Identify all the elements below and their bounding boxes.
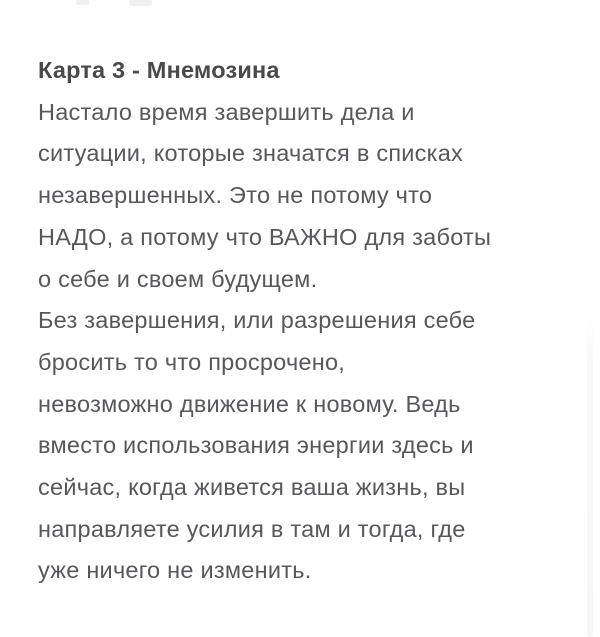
body-line: ситуации, которые значатся в списках bbox=[38, 140, 464, 167]
body-line: направляете усилия в там и тогда, где bbox=[38, 515, 466, 542]
body-line: незавершенных. Это не потому что bbox=[38, 182, 433, 209]
body-line: Настало время завершить дела и bbox=[38, 98, 415, 125]
body-line: вместо использования энергии здесь и bbox=[38, 432, 474, 459]
card-title: Карта 3 - Мнемозина bbox=[38, 57, 280, 83]
body-line: о себе и своем будущем. bbox=[38, 265, 318, 292]
page-edge-shadow bbox=[587, 318, 593, 637]
cutoff-text-fragment bbox=[129, 0, 152, 6]
card-text-block bbox=[38, 50, 572, 592]
body-line: бросить то что просрочено, bbox=[38, 348, 346, 375]
body-line: Без завершения, или разрешения себе bbox=[38, 307, 476, 334]
body-line: уже ничего не изменить. bbox=[38, 557, 312, 584]
body-line: сейчас, когда живется ваша жизнь, вы bbox=[38, 474, 466, 501]
cutoff-text-fragment bbox=[76, 0, 89, 5]
body-line: невозможно движение к новому. Ведь bbox=[38, 390, 461, 417]
body-line: НАДО, а потому что ВАЖНО для заботы bbox=[38, 223, 492, 250]
